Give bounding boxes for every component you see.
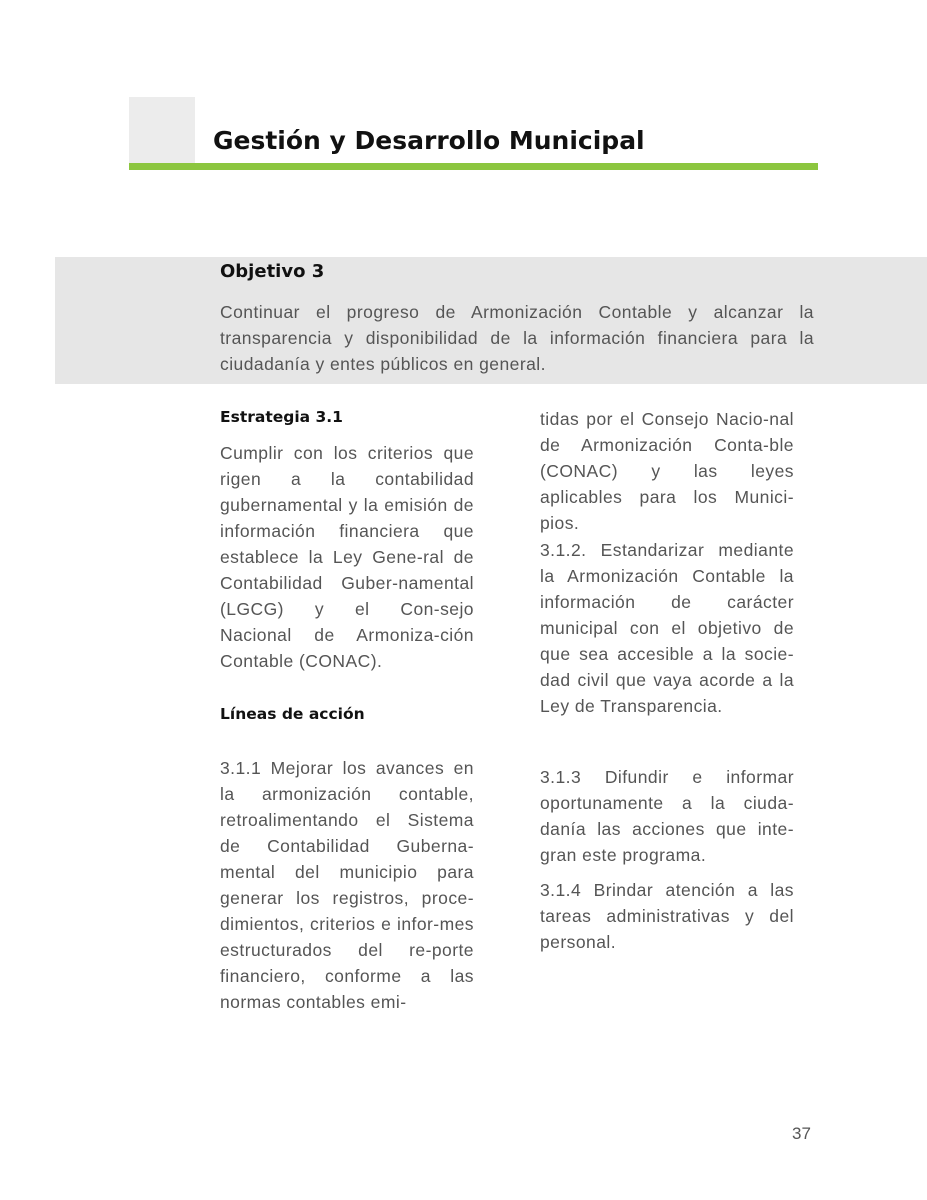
accent-rule <box>129 163 818 170</box>
action-item-3-1-1: 3.1.1 Mejorar los avances en la armonización contable, retroalimentando el Sistema de Contabilidad Guberna-mental del municipio para generar los registros, proce-dimientos, criterios e infor-mes estructurados del re-porte financiero, conforme a las normas contables emi- <box>220 758 474 1012</box>
header-decor-square <box>129 97 195 163</box>
objective-text: Continuar el progreso de Armonización Contable y alcanzar la transparencia y disponibilidad de la información financiera para la ciudadanía y entes públicos en general. <box>220 302 814 374</box>
strategy-text: Cumplir con los criterios que rigen a la contabilidad gubernamental y la emisión de información financiera que establece la Ley Gene-ral de Contabilidad Guber-namental (LGCG) y el Con-sejo Nacional de Armoniza-ción Contable (CONAC). <box>220 443 474 671</box>
action-item-3-1-2: 3.1.2. Estandarizar mediante la Armonización Contable la información de carácter municipal con el objetivo de que sea accesible a la socie-dad civil que vaya acorde a la Ley de Transparencia. <box>540 540 794 716</box>
section-title: Gestión y Desarrollo Municipal <box>213 126 645 155</box>
action-item-3-1-3: 3.1.3 Difundir e informar oportunamente a la ciuda-danía las acciones que inte-gran este programa. <box>540 767 794 865</box>
strategy-title: Estrategia 3.1 <box>220 408 343 426</box>
page-number: 37 <box>792 1124 811 1143</box>
action-lines-title: Líneas de acción <box>220 705 365 723</box>
action-item-3-1-1-continued: tidas por el Consejo Nacio-nal de Armonización Conta-ble (CONAC) y las leyes aplicables para los Munici-pios. <box>540 409 794 533</box>
action-item-3-1-4: 3.1.4 Brindar atención a las tareas administrativas y del personal. <box>540 880 794 952</box>
objective-title: Objetivo 3 <box>220 261 325 282</box>
